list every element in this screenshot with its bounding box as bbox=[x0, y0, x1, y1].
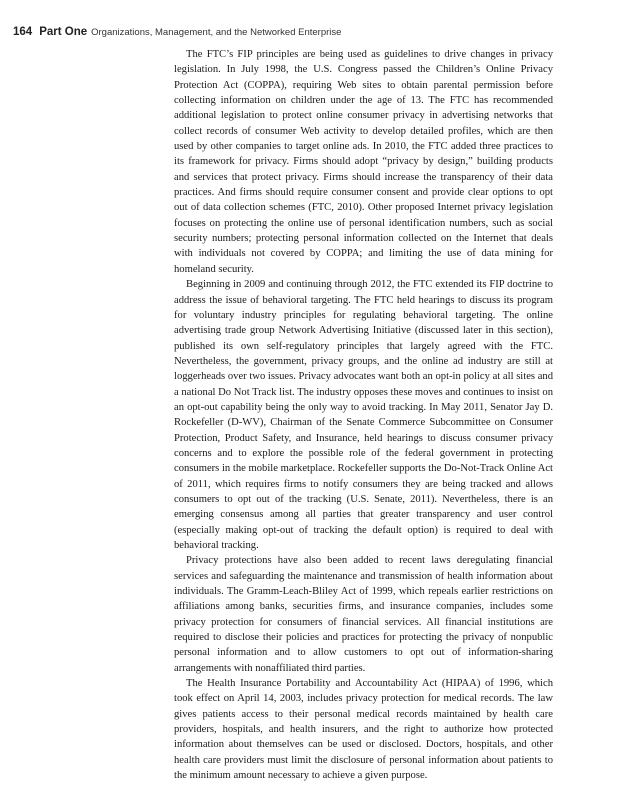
paragraph-ftc-fip-principles: The FTC’s FIP principles are being used as guidelines to drive changes in privacy legislation. In July 1998, the U.S. Congress passed the Children’s Online Privacy Protection Act (COPPA), requiring Web sites to obtain parental permission before collecting information on children under the age of 13. The FTC has recommended additional legislation to protect online consumer privacy in advertising networks that collect records of consumer Web activity to develop detailed profiles, which are then used by other companies to target online ads. In 2010, the FTC added three practices to its framework for privacy. Firms should adopt “privacy by design,” building products and services that protect privacy. Firms should increase the transparency of their data practices. And firms should require consumer consent and provide clear options to opt out of data collection schemes (FTC, 2010). Other proposed Internet privacy legislation focuses on protecting the online use of personal identification numbers, such as social security numbers; protecting personal information collected on the Internet that deals with individuals not covered by COPPA; and limiting the use of data mining for homeland security. bbox=[174, 49, 553, 275]
running-head bbox=[13, 22, 613, 38]
paragraph-hipaa: The Health Insurance Portability and Accountability Act (HIPAA) of 1996, which took effect on April 14, 2003, includes privacy protection for medical records. The law gives patients access to their personal medical records maintained by health care providers, hospitals, and health insurers, and the right to authorize how protected information about themselves can be used or disclosed. Doctors, hospitals, and other health care providers must limit the disclosure of personal information about patients to the minimum amount necessary to achieve a given purpose. bbox=[174, 678, 553, 782]
body-text bbox=[174, 47, 553, 784]
paragraph-behavioral-targeting: Beginning in 2009 and continuing through 2012, the FTC extended its FIP doctrine to address the issue of behavioral targeting. The FTC held hearings to discuss its program for voluntary industry principles for regulating behavioral targeting. The online advertising trade group Network Advertising Initiative (discussed later in this section), published its own self-regulatory principles that largely agreed with the FTC. Nevertheless, the government, privacy groups, and the online ad industry are still at loggerheads over two issues. Privacy advocates want both an opt-in policy at all sites and a national Do Not Track list. The industry opposes these moves and continues to insist on an opt-out capability being the only way to avoid tracking. In May 2011, Senator Jay D. Rockefeller (D-WV), Chairman of the Senate Commerce Subcommittee on Consumer Protection, Product Safety, and Insurance, held hearings to discuss consumer privacy concerns and to explore the possible role of the federal government in protecting consumers in the mobile marketplace. Rockefeller supports the Do-Not-Track Online Act of 2011, which requires firms to notify consumers they are being tracked and allows consumers to opt out of the tracking (U.S. Senate, 2011). Nevertheless, there is an emerging consensus among all parties that greater transparency and user control (especially making opt-out of tracking the default option) is required to deal with behavioral tracking. bbox=[174, 279, 553, 551]
part-label: Part One bbox=[39, 26, 88, 38]
part-title: Organizations, Management, and the Networked Enterprise bbox=[91, 27, 342, 38]
page-number: 164 bbox=[13, 26, 33, 38]
paragraph-financial-health-privacy: Privacy protections have also been added to recent laws deregulating financial services and safeguarding the maintenance and transmission of health information about individuals. The Gramm-Leach-Bliley Act of 1999, which repeals earlier restrictions on affiliations among banks, securities firms, and insurance companies, includes some privacy protection for consumers of financial services. All financial institutions are required to disclose their policies and practices for protecting the privacy of nonpublic personal information and to allow customers to opt out of information-sharing arrangements with nonaffiliated third parties. bbox=[174, 555, 553, 674]
